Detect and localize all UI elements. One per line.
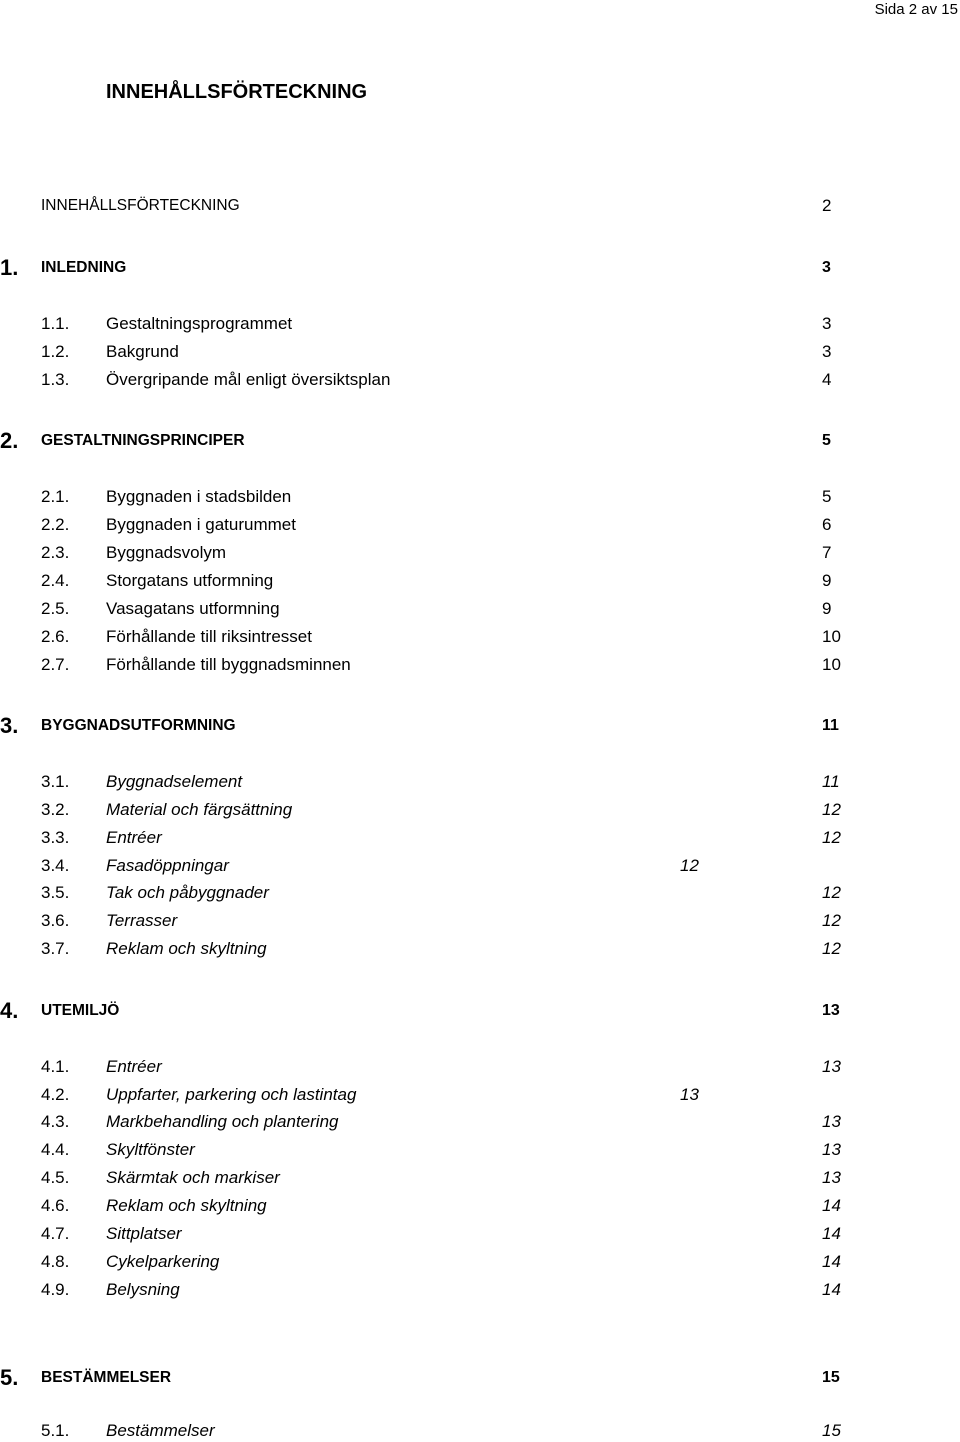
toc-entry-number: 1.2. bbox=[41, 342, 70, 361]
toc-entry-title: Uppfarter, parkering och lastintag bbox=[106, 1085, 357, 1104]
toc-entry-page: 4 bbox=[822, 370, 832, 389]
toc-entry-page: 12 bbox=[822, 883, 841, 902]
toc-section-title: UTEMILJÖ bbox=[41, 1002, 120, 1019]
toc-entry-title: Byggnaden i gaturummet bbox=[106, 515, 296, 534]
toc-entry-2-4 bbox=[0, 571, 960, 591]
toc-entry-4-1 bbox=[0, 1057, 960, 1077]
toc-entry-number: 2.2. bbox=[41, 515, 70, 534]
toc-section-title: BESTÄMMELSER bbox=[41, 1369, 172, 1386]
toc-entry-title: Fasadöppningar bbox=[106, 856, 229, 875]
toc-entry-title: Material och färgsättning bbox=[106, 800, 293, 819]
toc-entry-title: Byggnadsvolym bbox=[106, 543, 227, 562]
toc-entry-page: 12 bbox=[822, 828, 841, 847]
toc-entry-page: 2 bbox=[822, 196, 832, 215]
toc-entry-page: 14 bbox=[822, 1196, 841, 1215]
toc-entry-title: Sittplatser bbox=[106, 1224, 182, 1243]
toc-entry-title: Bestämmelser bbox=[106, 1421, 215, 1440]
toc-entry-number: 3.1. bbox=[41, 772, 70, 791]
toc-entry-number: 2.5. bbox=[41, 599, 70, 618]
toc-entry-number: 4.4. bbox=[41, 1140, 70, 1159]
toc-entry-page: 13 bbox=[680, 1085, 699, 1104]
toc-entry-title: Storgatans utformning bbox=[106, 571, 274, 590]
toc-entry-title: Förhållande till byggnadsminnen bbox=[106, 655, 351, 674]
toc-entry-title: Skyltfönster bbox=[106, 1140, 195, 1159]
toc-entry-title: INNEHÅLLSFÖRTECKNING bbox=[41, 197, 240, 214]
toc-entry-number: 4.5. bbox=[41, 1168, 70, 1187]
toc-entry-page: 9 bbox=[822, 599, 832, 618]
toc-section-title: BYGGNADSUTFORMNING bbox=[41, 717, 236, 734]
page-indicator: Sida 2 av 15 bbox=[874, 1, 958, 18]
toc-entry-page: 10 bbox=[822, 627, 841, 646]
toc-entry-title: Cykelparkering bbox=[106, 1252, 220, 1271]
toc-entry-number: 2.7. bbox=[41, 655, 70, 674]
toc-entry-2-3 bbox=[0, 543, 960, 563]
toc-entry-number: 4.3. bbox=[41, 1112, 70, 1131]
toc-section-page: 15 bbox=[822, 1369, 840, 1386]
toc-entry-title: Förhållande till riksintresset bbox=[106, 627, 312, 646]
toc-entry-2-5 bbox=[0, 599, 960, 619]
toc-entry-number: 3.7. bbox=[41, 939, 70, 958]
toc-entry-page: 15 bbox=[822, 1421, 841, 1440]
toc-section-4 bbox=[0, 998, 960, 1023]
toc-entry-3-4 bbox=[0, 856, 960, 876]
toc-entry-number: 5.1. bbox=[41, 1421, 70, 1440]
toc-entry-page: 7 bbox=[822, 543, 832, 562]
toc-entry-1-3 bbox=[0, 370, 960, 390]
toc-entry-number: 3.4. bbox=[41, 856, 70, 875]
toc-entry-title: Övergripande mål enligt översiktsplan bbox=[106, 370, 391, 389]
toc-entry-number: 1.3. bbox=[41, 370, 70, 389]
toc-entry-title: Tak och påbyggnader bbox=[106, 883, 269, 902]
toc-entry-3-7 bbox=[0, 939, 960, 959]
toc-entry-3-6 bbox=[0, 911, 960, 931]
toc-entry-1-1 bbox=[0, 314, 960, 334]
toc-entry-number: 4.2. bbox=[41, 1085, 70, 1104]
toc-entry-title: Byggnadselement bbox=[106, 772, 243, 791]
toc-entry-page: 12 bbox=[822, 800, 841, 819]
toc-entry-title: Reklam och skyltning bbox=[106, 939, 267, 958]
page-title: INNEHÅLLSFÖRTECKNING bbox=[106, 81, 368, 103]
toc-section-3 bbox=[0, 713, 960, 738]
toc-section-number: 5. bbox=[0, 1365, 19, 1390]
toc-entry-page: 13 bbox=[822, 1057, 841, 1076]
toc-entry-3-3 bbox=[0, 828, 960, 848]
toc-entry-page: 11 bbox=[822, 772, 840, 791]
toc-entry-number: 2.4. bbox=[41, 571, 70, 590]
toc-entry-page: 9 bbox=[822, 571, 832, 590]
toc-entry-3-1 bbox=[0, 772, 960, 792]
toc-entry-title: Belysning bbox=[106, 1280, 180, 1299]
toc-entry-page: 13 bbox=[822, 1112, 841, 1131]
toc-section-number: 1. bbox=[0, 255, 19, 280]
toc-section-5 bbox=[0, 1365, 960, 1390]
toc-entry-number: 2.1. bbox=[41, 487, 70, 506]
toc-entry-4-5 bbox=[0, 1168, 960, 1188]
toc-entry-page: 12 bbox=[822, 939, 841, 958]
toc-section-page: 3 bbox=[822, 259, 831, 276]
toc-entry-page: 12 bbox=[680, 856, 699, 875]
toc-entry-title: Markbehandling och plantering bbox=[106, 1112, 339, 1131]
toc-entry-page: 3 bbox=[822, 314, 832, 333]
toc-entry-title: Gestaltningsprogrammet bbox=[106, 314, 293, 333]
toc-entry-page: 10 bbox=[822, 655, 841, 674]
toc-section-1 bbox=[0, 255, 960, 280]
toc-section-number: 4. bbox=[0, 998, 19, 1023]
toc-entry-number: 4.8. bbox=[41, 1252, 70, 1271]
toc-entry-3-2 bbox=[0, 800, 960, 820]
toc-entry-title: Entréer bbox=[106, 1057, 162, 1076]
toc-entry-4-2 bbox=[0, 1085, 960, 1105]
toc-entry-4-3 bbox=[0, 1112, 960, 1132]
toc-entry-number: 3.2. bbox=[41, 800, 70, 819]
toc-entry-title: Entréer bbox=[106, 828, 162, 847]
toc-entry-number: 4.9. bbox=[41, 1280, 70, 1299]
toc-entry-page: 13 bbox=[822, 1168, 841, 1187]
toc-entry-title: Terrasser bbox=[106, 911, 178, 930]
toc-entry-number: 3.6. bbox=[41, 911, 70, 930]
toc-entry-4-4 bbox=[0, 1140, 960, 1160]
toc-entry-title: Skärmtak och markiser bbox=[106, 1168, 280, 1187]
toc-entry-page: 14 bbox=[822, 1224, 841, 1243]
toc-entry-4-8 bbox=[0, 1252, 960, 1272]
toc-entry-number: 4.7. bbox=[41, 1224, 70, 1243]
toc-entry-4-6 bbox=[0, 1196, 960, 1216]
toc-entry-title: Byggnaden i stadsbilden bbox=[106, 487, 292, 506]
toc-entry-page: 14 bbox=[822, 1280, 841, 1299]
toc-section-page: 13 bbox=[822, 1002, 840, 1019]
toc-entry-4-9 bbox=[0, 1280, 960, 1300]
toc-entry-number: 1.1. bbox=[41, 314, 70, 333]
toc-entry-1-2 bbox=[0, 342, 960, 362]
toc-entry-number: 3.3. bbox=[41, 828, 70, 847]
toc-entry-2-7 bbox=[0, 655, 960, 675]
toc-entry-4-7 bbox=[0, 1224, 960, 1244]
toc-section-page: 11 bbox=[822, 717, 839, 734]
toc-entry-number: 2.3. bbox=[41, 543, 70, 562]
toc-entry-2-2 bbox=[0, 515, 960, 535]
toc-entry-title: Reklam och skyltning bbox=[106, 1196, 267, 1215]
toc-entry-page: 5 bbox=[822, 487, 832, 506]
toc-section-2 bbox=[0, 428, 960, 453]
toc-entry-page: 13 bbox=[822, 1140, 841, 1159]
toc-entry-number: 4.1. bbox=[41, 1057, 70, 1076]
toc-entry-page: 6 bbox=[822, 515, 832, 534]
toc-section-title: INLEDNING bbox=[41, 259, 127, 276]
toc-entry-number: 3.5. bbox=[41, 883, 70, 902]
toc-section-number: 3. bbox=[0, 713, 19, 738]
toc-entry-5-1 bbox=[0, 1421, 960, 1441]
toc-entry-page: 3 bbox=[822, 342, 832, 361]
toc-section-page: 5 bbox=[822, 432, 831, 449]
toc-entry-2-6 bbox=[0, 627, 960, 647]
toc-entry-number: 4.6. bbox=[41, 1196, 70, 1215]
toc-entry-title: Vasagatans utformning bbox=[106, 599, 280, 618]
toc-section-title: GESTALTNINGSPRINCIPER bbox=[41, 432, 245, 449]
toc-section-number: 2. bbox=[0, 428, 19, 453]
toc-entry-3-5 bbox=[0, 883, 960, 903]
toc-self-entry bbox=[0, 196, 960, 216]
toc-entry-page: 12 bbox=[822, 911, 841, 930]
toc-entry-2-1 bbox=[0, 487, 960, 507]
toc-entry-page: 14 bbox=[822, 1252, 841, 1271]
toc-entry-title: Bakgrund bbox=[106, 342, 179, 361]
toc-entry-number: 2.6. bbox=[41, 627, 70, 646]
